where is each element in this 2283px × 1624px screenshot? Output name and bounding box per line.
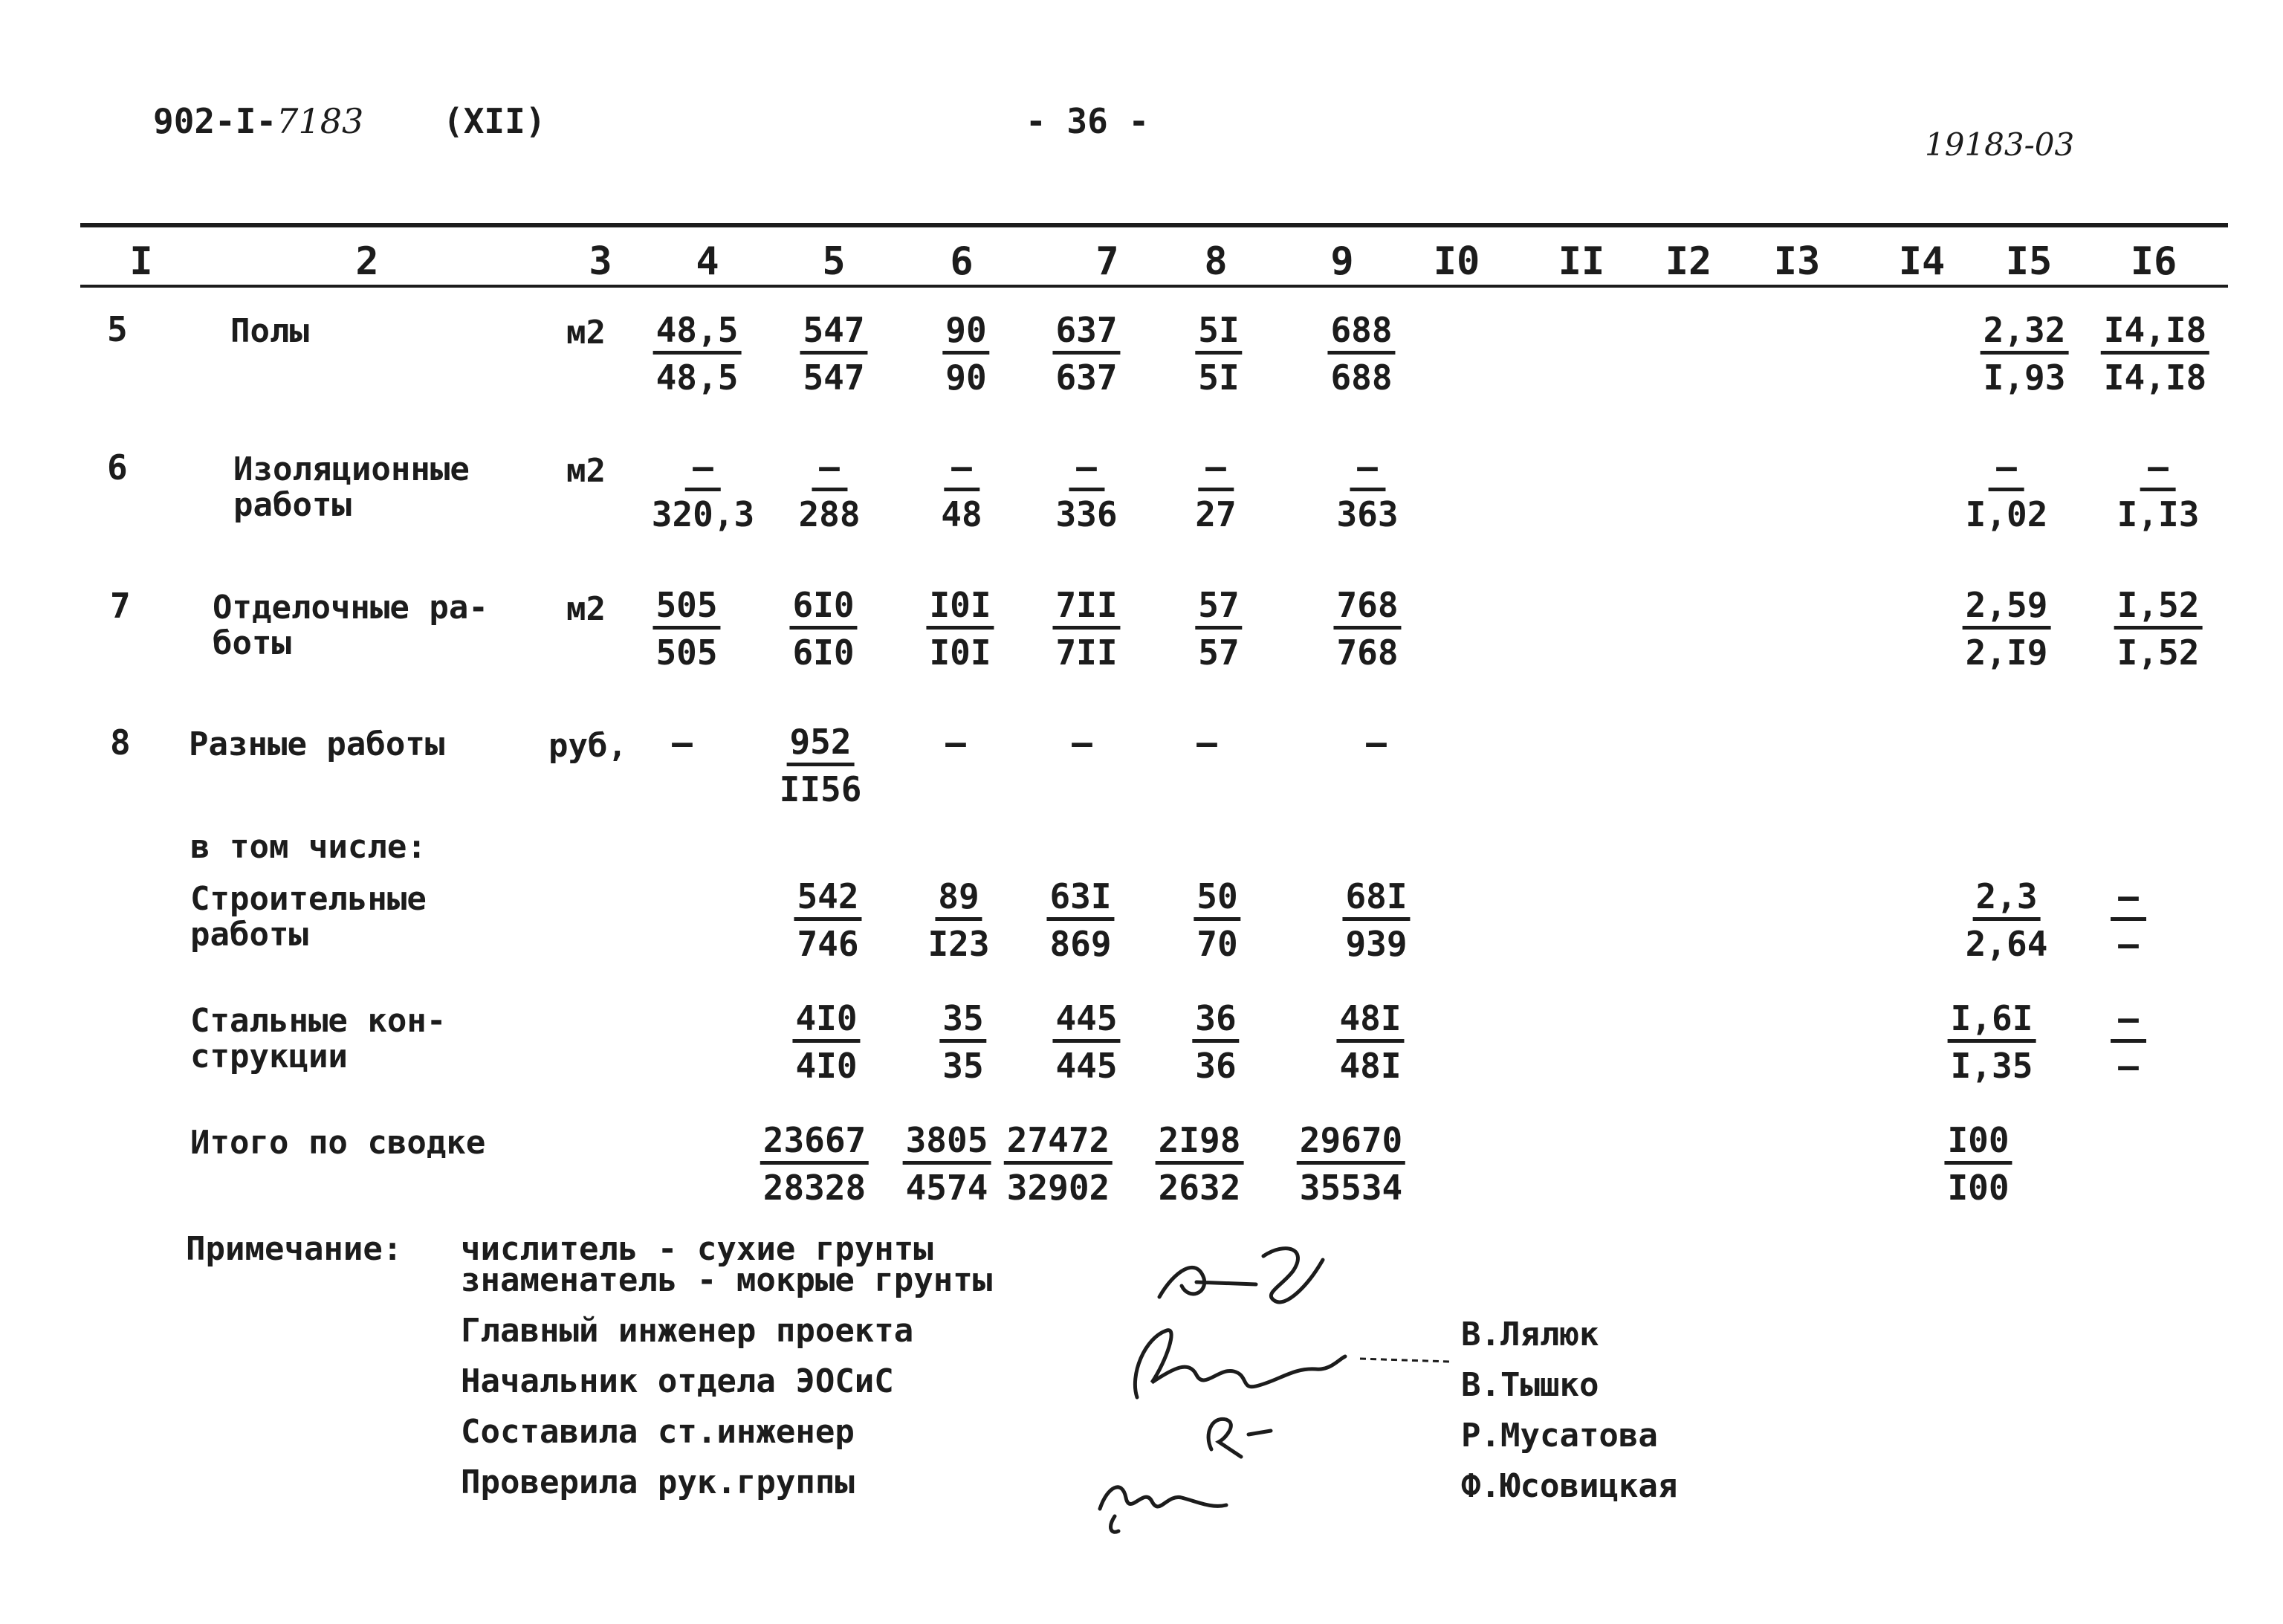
fraction-cell-col9: $\frac{29670}{35534}$ — [1297, 1119, 1405, 1211]
row-unit: руб, — [548, 727, 627, 765]
handwritten-code: 19183-03 — [1925, 126, 2075, 163]
fraction-cell-col6: $\frac{I0I}{I0I}$ — [926, 584, 994, 676]
fraction-cell-col15: $\frac{2,3}{2,64}$ — [1965, 876, 2048, 964]
col-header-4: 4 — [696, 239, 719, 284]
fraction-cell-col4: $\frac{505}{505}$ — [652, 584, 720, 676]
fraction-cell-col5: $\frac{952}{II56}$ — [779, 722, 862, 809]
total-label: Итого по сводке — [190, 1124, 486, 1162]
cell-col8: – — [1196, 722, 1217, 763]
handwritten-signature-4 — [1085, 1457, 1234, 1539]
fraction-cell-col8: $\frac{50}{70}$ — [1194, 876, 1240, 967]
row-number: 5 — [107, 309, 128, 349]
row-number: 8 — [110, 722, 131, 763]
fraction-cell-col6: $\frac{35}{35}$ — [939, 997, 986, 1089]
col-header-6: 6 — [950, 239, 974, 284]
row-number: 6 — [107, 447, 128, 488]
row-unit: м2 — [566, 590, 606, 628]
handwritten-signature-1 — [1144, 1226, 1382, 1323]
row-number: 7 — [110, 586, 131, 626]
fraction-cell-col4: – 320,3 — [651, 447, 755, 534]
fraction-cell-col7: $\frac{637}{637}$ — [1052, 309, 1120, 401]
fraction-cell-col9: – 363 — [1336, 447, 1399, 534]
fraction-cell-col16: $\frac{I,52}{I,52}$ — [2114, 584, 2203, 676]
col-header-11: II — [1558, 239, 1605, 284]
col-header-13: I3 — [1773, 239, 1821, 284]
fraction-cell-col5: – 288 — [798, 447, 861, 534]
col-header-16: I6 — [2130, 239, 2177, 284]
subheading: в том числе: — [190, 828, 427, 866]
col-header-10: I0 — [1433, 239, 1480, 284]
fraction-cell-col9: $\frac{768}{768}$ — [1333, 584, 1401, 676]
fraction-cell-col15: $\frac{I,6I}{I,35}$ — [1948, 997, 2036, 1089]
signature-name-1: В.Лялюк — [1461, 1316, 1599, 1353]
col-header-14: I4 — [1898, 239, 1946, 284]
fraction-cell-col15: $\frac{2,59}{2,I9}$ — [1963, 584, 2051, 676]
col-header-8: 8 — [1204, 239, 1228, 284]
signature-role-4: Проверила рук.группы — [461, 1463, 855, 1501]
col-header-1: I — [129, 239, 153, 284]
fraction-cell-col7: $\frac{63I}{869}$ — [1046, 876, 1114, 967]
col-header-3: 3 — [589, 239, 612, 284]
col-header-7: 7 — [1095, 239, 1119, 284]
fraction-cell-col6: $\frac{89}{I23}$ — [927, 876, 990, 964]
row-label: Разные работы — [189, 725, 445, 763]
album-number: (XII) — [443, 101, 546, 141]
cell-col6: – — [945, 722, 966, 763]
fraction-cell-col15: $\frac{2,32}{I,93}$ — [1981, 309, 2069, 401]
row-label-line2: струкции — [190, 1038, 348, 1075]
fraction-cell-col6: – 48 — [941, 447, 982, 534]
fraction-cell-col16: – – — [2111, 876, 2146, 967]
fraction-cell-col5: $\frac{542}{746}$ — [794, 876, 861, 967]
row-label: Полы — [230, 312, 309, 350]
fraction-cell-col9: $\frac{68I}{939}$ — [1342, 876, 1410, 967]
signature-name-4: Ф.Юсовицкая — [1461, 1467, 1678, 1505]
fraction-cell-col5: $\frac{23667}{28328}$ — [760, 1119, 869, 1211]
note-line-2: знаменатель - мокрые грунты — [461, 1261, 993, 1299]
row-label-line2: работы — [233, 486, 352, 524]
fraction-cell-col7: $\frac{7II}{7II}$ — [1052, 584, 1120, 676]
fraction-cell-col8: – 27 — [1195, 447, 1237, 534]
signature-name-3: Р.Мусатова — [1461, 1417, 1658, 1455]
col-header-9: 9 — [1330, 239, 1354, 284]
fraction-cell-col7: $\frac{445}{445}$ — [1052, 997, 1120, 1089]
note-label: Примечание: — [186, 1230, 403, 1268]
document-code: 902-I-7183 — [153, 101, 364, 141]
fraction-cell-col5: $\frac{6I0}{6I0}$ — [789, 584, 857, 676]
row-label-line1: Строительные — [190, 880, 427, 918]
fraction-cell-col8: $\frac{36}{36}$ — [1192, 997, 1239, 1089]
row-label-line1: Отделочные ра- — [213, 589, 488, 627]
row-unit: м2 — [566, 314, 606, 352]
fraction-cell-col15: – I,02 — [1965, 447, 2048, 534]
table-top-rule — [80, 223, 2228, 227]
signature-role-1: Главный инженер проекта — [461, 1312, 914, 1350]
cell-col7: – — [1072, 722, 1092, 763]
fraction-cell-col16: – I,I3 — [2117, 447, 2200, 534]
fraction-cell-col9: $\frac{688}{688}$ — [1327, 309, 1395, 401]
fraction-cell-col7: – 336 — [1055, 447, 1118, 534]
fraction-cell-col16: $\frac{I4,I8}{I4,I8}$ — [2101, 309, 2209, 401]
fraction-cell-col6: $\frac{3805}{4574}$ — [903, 1119, 991, 1211]
fraction-cell-col15: $\frac{I00}{I00}$ — [1944, 1119, 2012, 1211]
row-unit: м2 — [566, 452, 606, 490]
col-header-12: I2 — [1665, 239, 1712, 284]
col-header-15: I5 — [2005, 239, 2053, 284]
row-label-line2: боты — [213, 624, 291, 662]
row-label-line1: Стальные кон- — [190, 1002, 447, 1040]
fraction-cell-col8: $\frac{5I}{5I}$ — [1195, 309, 1242, 401]
fraction-cell-col8: $\frac{2I98}{2632}$ — [1156, 1119, 1244, 1211]
row-label-line1: Изоляционные — [233, 450, 470, 488]
fraction-cell-col4: $\frac{48,5}{48,5}$ — [653, 309, 742, 401]
fraction-cell-col16: – – — [2111, 997, 2146, 1089]
handwritten-signature-2 — [1107, 1316, 1457, 1412]
col-header-5: 5 — [822, 239, 846, 284]
header-bottom-rule — [80, 285, 2228, 288]
fraction-cell-col5: $\frac{4I0}{4I0}$ — [792, 997, 860, 1089]
fraction-cell-col6: $\frac{90}{90}$ — [942, 309, 989, 401]
note-line-1: числитель - сухие грунты — [461, 1230, 933, 1268]
handwritten-signature-3 — [1189, 1405, 1278, 1464]
cell-col4: – — [672, 722, 693, 763]
signature-role-3: Составила ст.инженер — [461, 1413, 855, 1451]
cell-col9: – — [1366, 722, 1387, 763]
fraction-cell-col8: $\frac{57}{57}$ — [1195, 584, 1242, 676]
fraction-cell-col9: $\frac{48I}{48I}$ — [1336, 997, 1404, 1089]
col-header-2: 2 — [355, 239, 379, 284]
signature-name-2: В.Тышко — [1461, 1366, 1599, 1404]
row-label-line2: работы — [190, 916, 308, 954]
fraction-cell-col5: $\frac{547}{547}$ — [800, 309, 867, 401]
fraction-cell-col7: $\frac{27472}{32902}$ — [1004, 1119, 1113, 1211]
page-number: - 36 - — [1026, 101, 1150, 141]
signature-role-2: Начальник отдела ЭОСиС — [461, 1362, 894, 1400]
